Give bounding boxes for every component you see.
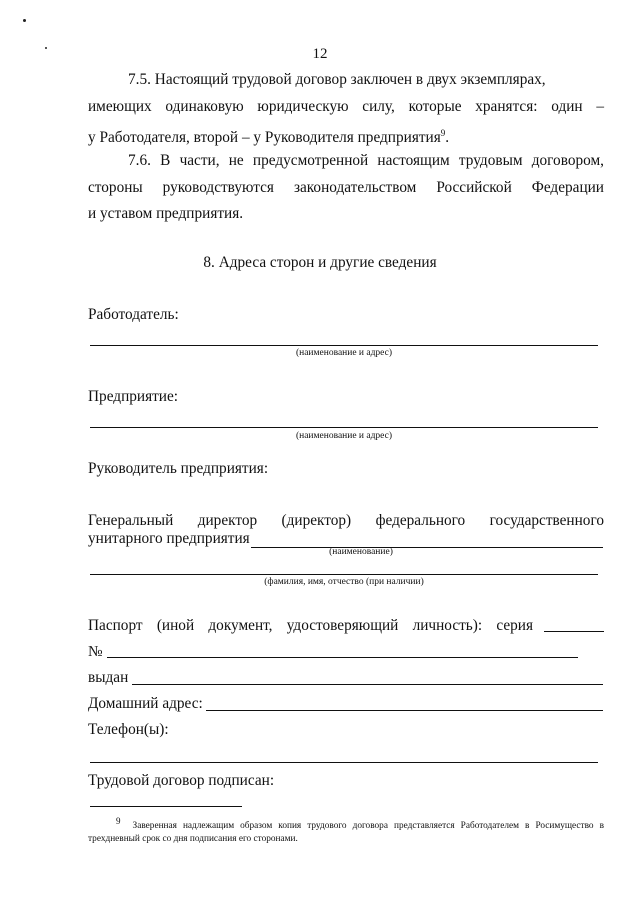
director-text: Генеральный директор (директор) федерального государственного [88, 512, 604, 529]
footnote-ref: 9 [440, 128, 446, 138]
paragraph-text: стороны руководствуются законодательством Российской Федерации [88, 178, 604, 196]
paragraph-7-5 [88, 67, 604, 152]
paragraph-text: 7.5. Настоящий трудовой договор заключен в двух экземплярах, [128, 71, 546, 88]
paragraph-text: 7.6. В части, не предусмотренной настоящим трудовым договором, [128, 152, 604, 169]
footnote-text: Заверенная надлежащим образом копия трудового договора представляется Работодателем в Росимущество в трехдневный срок со дня подписания его сторонами. [88, 821, 604, 845]
enterprise-caption: (наименование и адрес) [295, 431, 393, 441]
section-heading: 8. Адреса сторон и другие сведения [203, 254, 437, 271]
paragraph-line [88, 94, 604, 121]
paragraph-line [88, 201, 604, 228]
passport-number-field-line[interactable] [107, 657, 578, 658]
phone-field-line[interactable] [90, 762, 598, 763]
paragraph-line [88, 175, 604, 202]
home-address-field-line[interactable] [206, 710, 603, 711]
fio-field-line[interactable] [90, 574, 598, 575]
head-label: Руководитель предприятия: [88, 460, 269, 477]
footnote [88, 815, 604, 846]
phone-label: Телефон(ы): [88, 721, 169, 738]
passport-series-field-line[interactable] [544, 631, 604, 632]
enterprise-label: Предприятие: [88, 388, 179, 405]
page-number: 12 [312, 46, 328, 62]
enterprise-field-line[interactable] [90, 427, 598, 428]
director-line-2: унитарного предприятия [88, 530, 250, 547]
footnote-number: 9 [116, 816, 121, 826]
paragraph-text: . [445, 129, 450, 147]
paragraph-text: имеющих одинаковую юридическую силу, которые хранятся: один – [88, 97, 604, 115]
passport-line [88, 617, 533, 635]
paragraph-line [88, 67, 604, 94]
signed-label: Трудовой договор подписан: [88, 772, 275, 789]
paragraph-line [88, 120, 604, 152]
scan-speck [23, 19, 26, 22]
paragraph-text: у Работодателя, второй – у Руководителя предприятия [88, 129, 441, 147]
home-address-label: Домашний адрес: [88, 695, 203, 712]
paragraph-line [88, 148, 604, 175]
director-line-1 [88, 512, 604, 530]
paragraph-7-6 [88, 148, 604, 228]
fio-caption: (фамилия, имя, отчество (при наличии) [264, 577, 424, 587]
paragraph-text: и уставом предприятия. [88, 205, 244, 222]
employer-caption: (наименование и адрес) [295, 348, 393, 358]
footnote-separator [90, 806, 242, 807]
employer-field-line[interactable] [90, 345, 598, 346]
passport-text: Паспорт (иной документ, удостоверяющий личность): серия [88, 617, 533, 634]
employer-label: Работодатель: [88, 306, 179, 323]
number-label: № [88, 643, 103, 660]
issued-by-field-line[interactable] [132, 684, 603, 685]
issued-label: выдан [88, 669, 129, 686]
director-caption: (наименование) [329, 547, 393, 557]
